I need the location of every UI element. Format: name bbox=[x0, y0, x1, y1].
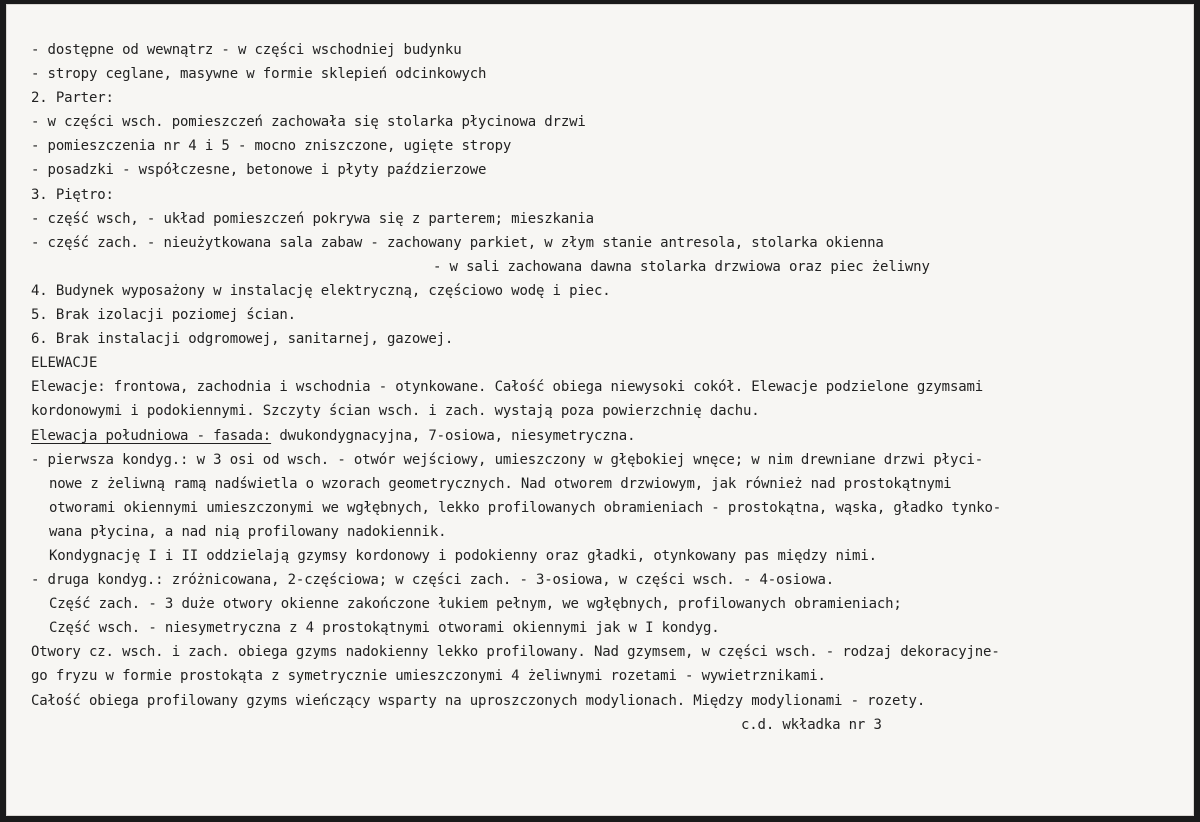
text-line: - posadzki - współczesne, betonowe i płyty paździerzowe bbox=[31, 162, 487, 179]
text-line-indented: Kondygnację I i II oddzielają gzymsy kordonowy i podokienny oraz gładki, otynkowany pas między nimi. bbox=[49, 547, 877, 564]
typewritten-page bbox=[6, 4, 1194, 816]
text-line: - dostępne od wewnątrz - w części wschodniej budynku bbox=[31, 42, 462, 58]
heading-description: dwukondygnacyjna, 7-osiowa, niesymetryczna. bbox=[271, 427, 636, 444]
text-line: - stropy ceglane, masywne w formie sklepień odcinkowych bbox=[31, 66, 487, 83]
text-line: Elewacje: frontowa, zachodnia i wschodnia - otynkowane. Całość obiega niewysoki cokół. Elewacje podzielone gzymsami bbox=[31, 379, 984, 396]
text-line: go fryzu w formie prostokąta z symetrycznie umieszczonymi 4 żeliwnymi rozetami - wywietrznikami. bbox=[31, 668, 826, 685]
text-line-indented: Część wsch. - niesymetryczna z 4 prostokątnymi otworami okiennymi jak w I kondyg. bbox=[49, 620, 720, 637]
text-line: - druga kondyg.: zróżnicowana, 2-częściowa; w części zach. - 3-osiowa, w części wsch. - 4-osiowa. bbox=[31, 572, 835, 589]
text-line-indented: wana płycina, a nad nią profilowany nadokiennik. bbox=[49, 523, 447, 540]
text-line-indented: nowe z żeliwną ramą nadświetla o wzorach geometrycznych. Nad otworem drzwiowym, jak również nad prostokątnymi bbox=[49, 475, 952, 492]
text-line: 6. Brak instalacji odgromowej, sanitarnej, gazowej. bbox=[31, 331, 454, 348]
text-line-continuation: - w sali zachowana dawna stolarka drzwiowa oraz piec żeliwny bbox=[433, 258, 930, 275]
text-line: - część zach. - nieużytkowana sala zabaw - zachowany parkiet, w złym stanie antresola, stolarka okienna bbox=[31, 234, 884, 251]
text-line: - pomieszczenia nr 4 i 5 - mocno zniszczone, ugięte stropy bbox=[31, 138, 512, 155]
text-line: Otwory cz. wsch. i zach. obiega gzyms nadokienny lekko profilowany. Nad gzymsem, w części wsch. - rodzaj dekoracyjne- bbox=[31, 644, 1000, 661]
section-heading-parter: 2. Parter: bbox=[31, 90, 114, 107]
underlined-heading: Elewacja południowa - fasada: bbox=[31, 427, 272, 444]
text-line-fasada bbox=[31, 424, 1181, 448]
section-heading-elewacje: ELEWACJE bbox=[31, 355, 98, 372]
text-line-indented: otworami okiennymi umieszczonymi we wgłębnych, lekko profilowanych obramieniach - prostokątna, wąska, gładko tynko- bbox=[49, 499, 1002, 516]
text-line-indented: Część zach. - 3 duże otwory okienne zakończone łukiem pełnym, we wgłębnych, profilowanych obramieniach; bbox=[49, 596, 902, 613]
section-heading-pietro: 3. Piętro: bbox=[31, 186, 114, 203]
text-line: 5. Brak izolacji poziomej ścian. bbox=[31, 307, 296, 324]
text-line: 4. Budynek wyposażony w instalację elektryczną, częściowo wodę i piec. bbox=[31, 282, 611, 299]
continuation-note: c.d. wkładka nr 3 bbox=[741, 716, 882, 733]
text-line: - pierwsza kondyg.: w 3 osi od wsch. - otwór wejściowy, umieszczony w głębokiej wnęce; w nim drewniane drzwi płyci- bbox=[31, 451, 984, 468]
text-line: Całość obiega profilowany gzyms wieńczący wsparty na uproszczonych modylionach. Między modylionami - rozety. bbox=[31, 692, 926, 709]
page-text bbox=[31, 38, 1181, 737]
text-line: - część wsch, - układ pomieszczeń pokrywa się z parterem; mieszkania bbox=[31, 210, 594, 227]
text-line: - w części wsch. pomieszczeń zachowała się stolarka płycinowa drzwi bbox=[31, 114, 586, 131]
text-line: kordonowymi i podokiennymi. Szczyty ścian wsch. i zach. wystają poza powierzchnię dachu. bbox=[31, 403, 760, 420]
